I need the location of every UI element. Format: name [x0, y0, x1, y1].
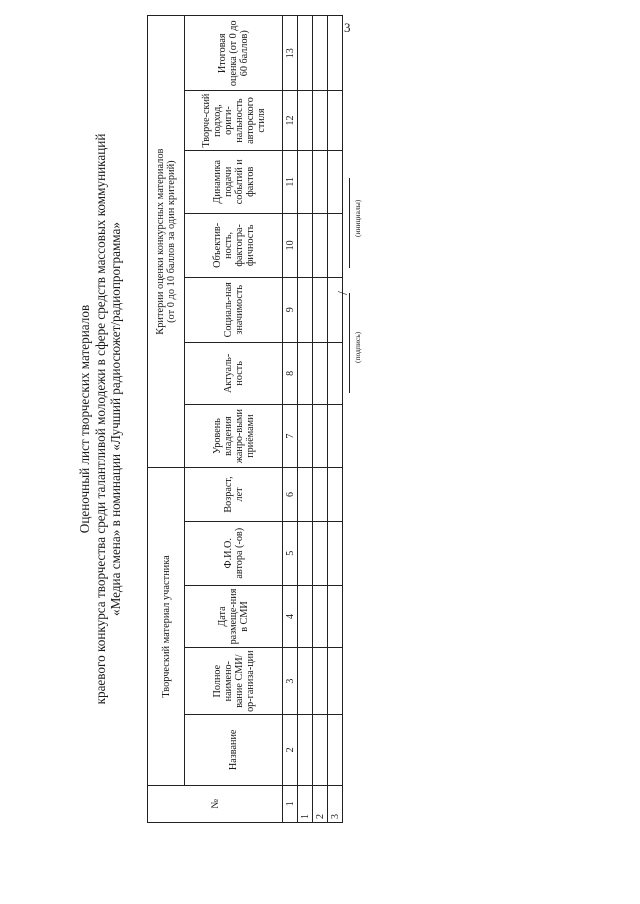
header-publish-date: Дата размеще-ния в СМИ	[185, 585, 283, 647]
column-number: 3	[283, 648, 298, 715]
column-number: 12	[283, 91, 298, 150]
title-line-3: «Медиа смена» в номинации «Лучший радиосюжет/радиопрограмма»	[108, 222, 123, 616]
column-number: 10	[283, 213, 298, 277]
header-dynamics: Динамика подачи событий и фактов	[185, 150, 283, 213]
column-number: 2	[283, 715, 298, 786]
column-number: 4	[283, 585, 298, 647]
column-number: 9	[283, 277, 298, 342]
header-author-name: Ф.И.О. автора (-ов)	[185, 521, 283, 585]
header-age: Возраст, лет	[185, 468, 283, 521]
header-genre-mastery: Уровень владения жанро-выми приёмами	[185, 404, 283, 467]
row-number: 1	[298, 785, 313, 822]
rotated-page-content	[77, 15, 403, 823]
initials-caption: (инициалы)	[353, 199, 362, 237]
signature-separator: /	[336, 291, 351, 295]
header-group-criteria	[148, 16, 185, 468]
title-line-1: Оценочный лист творческих материалов	[77, 304, 92, 534]
row-number: 3	[328, 785, 343, 822]
signature-line	[349, 293, 350, 393]
header-total-score: Итоговая оценка (от 0 до 60 баллов)	[185, 16, 283, 91]
column-number: 7	[283, 404, 298, 467]
header-media-name: Полное наимено-вание СМИ/ор-ганиза-ции	[185, 648, 283, 715]
page-number: 3	[344, 20, 351, 35]
title-line-2: краевого конкурса творчества среди талантливой молодежи в сфере средств массовых коммуникаций	[92, 133, 108, 705]
header-social-significance: Социаль-ная значимость	[185, 277, 283, 342]
column-number: 6	[283, 468, 298, 521]
document-title	[77, 15, 124, 823]
criteria-line-1: Критерии оценки конкурсных материалов	[155, 148, 166, 335]
header-relevance: Актуаль-ность	[185, 342, 283, 404]
table-row	[298, 16, 313, 823]
signature-caption: (подпись)	[353, 331, 362, 363]
column-number: 8	[283, 342, 298, 404]
header-objectivity: Объектив-ность, фактогра-фичность	[185, 213, 283, 277]
initials-line	[349, 178, 350, 268]
column-number: 5	[283, 521, 298, 585]
table-row	[313, 16, 328, 823]
column-number: 1	[283, 785, 298, 822]
column-number: 13	[283, 16, 298, 91]
criteria-line-2: (от 0 до 10 баллов за один критерий)	[166, 160, 177, 323]
evaluation-table	[147, 15, 343, 823]
header-number: №	[148, 785, 283, 822]
header-group-participant: Творческий материал участника	[148, 468, 185, 785]
column-number: 11	[283, 150, 298, 213]
header-creative-approach: Творче-ский подход, ориги-нальность авторского стиля	[185, 91, 283, 150]
header-title: Название	[185, 715, 283, 786]
column-numbers-row	[283, 16, 298, 823]
table-row	[328, 16, 343, 823]
row-number: 2	[313, 785, 328, 822]
